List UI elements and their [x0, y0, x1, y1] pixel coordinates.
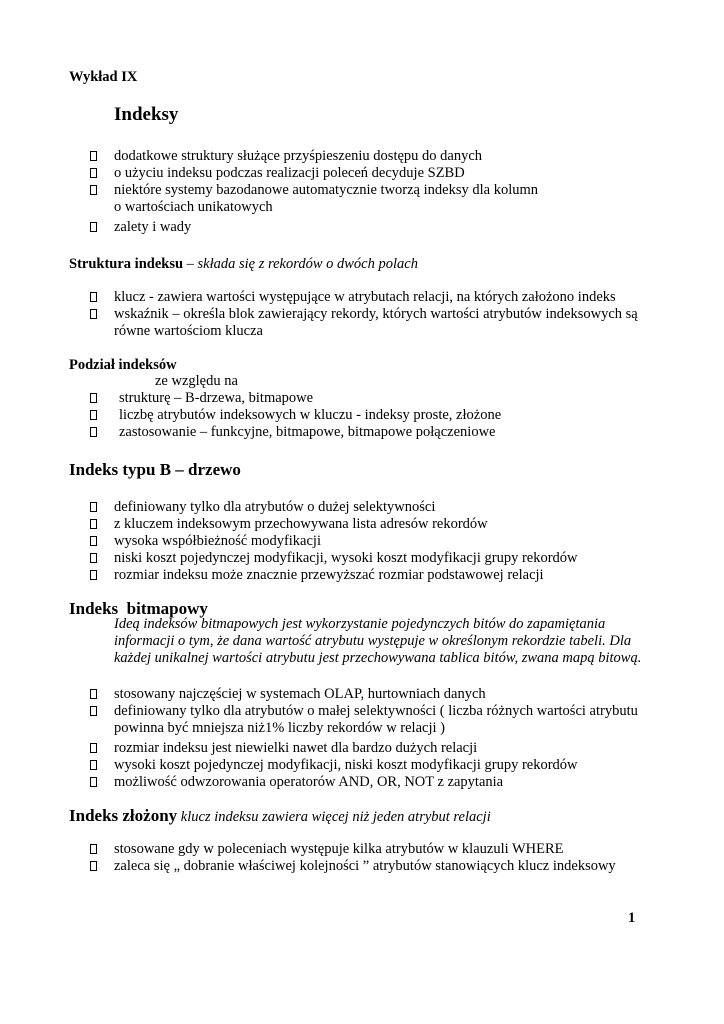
bullet-icon	[90, 689, 97, 699]
bullet-icon	[90, 760, 97, 770]
bullet-icon	[90, 168, 97, 178]
bullet-icon	[90, 309, 97, 319]
bullet-icon	[90, 427, 97, 437]
list-item-continuation: równe wartościom klucza	[114, 323, 263, 339]
page-title: Indeksy	[114, 104, 179, 125]
list-item: zastosowanie – funkcyjne, bitmapowe, bitmapowe połączeniowe	[90, 424, 650, 441]
list-item: wysoki koszt pojedynczej modyfikacji, niski koszt modyfikacji grupy rekordów	[90, 757, 680, 774]
list-item: stosowany najczęściej w systemach OLAP, hurtowniach danych	[90, 686, 680, 703]
list-item: zaleca się „ dobranie właściwej kolejności ” atrybutów stanowiących klucz indeksowy	[90, 858, 680, 875]
structure-heading-line	[69, 256, 418, 273]
bullet-icon	[90, 410, 97, 420]
bullet-icon	[90, 292, 97, 302]
bitmap-list	[90, 686, 680, 791]
list-item: niski koszt pojedynczej modyfikacji, wysoki koszt modyfikacji grupy rekordów	[90, 550, 680, 567]
bullet-icon	[90, 185, 97, 195]
list-item: zalety i wady	[90, 219, 650, 236]
list-item: dodatkowe struktury służące przyśpieszeniu dostępu do danych	[90, 148, 650, 165]
bitmap-heading: Indeks bitmapowy	[69, 599, 208, 618]
list-item: możliwość odwzorowania operatorów AND, OR, NOT z zapytania	[90, 774, 680, 791]
list-item: rozmiar indeksu jest niewielki nawet dla bardzo dużych relacji	[90, 740, 680, 757]
list-item: strukturę – B-drzewa, bitmapowe	[90, 390, 650, 407]
bullet-icon	[90, 743, 97, 753]
list-item: wysoka współbieżność modyfikacji	[90, 533, 680, 550]
structure-list	[90, 289, 680, 340]
btree-heading: Indeks typu B – drzewo	[69, 460, 241, 479]
bullet-icon	[90, 706, 97, 716]
bullet-icon	[90, 519, 97, 529]
bullet-icon	[90, 536, 97, 546]
list-item: definiowany tylko dla atrybutów o małej selektywności ( liczba różnych wartości atrybutu	[90, 703, 680, 720]
list-item: wskaźnik – określa blok zawierający rekordy, których wartości atrybutów indeksowych są	[90, 306, 680, 323]
bullet-icon	[90, 393, 97, 403]
bullet-icon	[90, 861, 97, 871]
composite-list	[90, 841, 680, 875]
bullet-icon	[90, 777, 97, 787]
list-item: o użyciu indeksu podczas realizacji poleceń decyduje SZBD	[90, 165, 650, 182]
bullet-icon	[90, 553, 97, 563]
list-item: klucz - zawiera wartości występujące w atrybutach relacji, na których założono indeks	[90, 289, 680, 306]
bullet-icon	[90, 570, 97, 580]
structure-description: – składa się z rekordów o dwóch polach	[183, 256, 418, 272]
list-item: liczbę atrybutów indeksowych w kluczu - indeksy proste, złożone	[90, 407, 650, 424]
lecture-label: Wykład IX	[69, 69, 138, 85]
division-heading: Podział indeksów	[69, 357, 177, 373]
structure-heading: Struktura indeksu	[69, 256, 184, 272]
division-list	[90, 390, 650, 441]
bitmap-description: Ideą indeksów bitmapowych jest wykorzystanie pojedynczych bitów do zapamiętania informacji o tym, że dana wartość atrybutu występuje w określonym rekordzie tabeli. Dla każdej unikalnej wartości atrybutu jest przechowywana tablica bitów, zwana mapą bitową.	[114, 616, 642, 666]
bullet-icon	[90, 844, 97, 854]
list-item: rozmiar indeksu może znacznie przewyższać rozmiar podstawowej relacji	[90, 567, 680, 584]
intro-list	[90, 148, 650, 236]
list-item: definiowany tylko dla atrybutów o dużej selektywności	[90, 499, 680, 516]
bullet-icon	[90, 502, 97, 512]
list-item-continuation: o wartościach unikatowych	[114, 199, 273, 215]
list-item-continuation: powinna być mniejsza niż1% liczby rekordów w relacji )	[114, 720, 445, 736]
list-item: stosowane gdy w poleceniach występuje kilka atrybutów w klauzuli WHERE	[90, 841, 680, 858]
list-item: niektóre systemy bazodanowe automatycznie tworzą indeksy dla kolumn	[90, 182, 650, 199]
btree-list	[90, 499, 680, 584]
composite-heading: Indeks złożony	[69, 806, 178, 825]
composite-description: klucz indeksu zawiera więcej niż jeden atrybut relacji	[177, 809, 491, 825]
composite-heading-line	[69, 806, 491, 827]
list-item: z kluczem indeksowym przechowywana lista adresów rekordów	[90, 516, 680, 533]
division-intro: ze względu na	[155, 373, 238, 389]
bullet-icon	[90, 222, 97, 232]
bullet-icon	[90, 151, 97, 161]
page-number: 1	[628, 910, 636, 926]
